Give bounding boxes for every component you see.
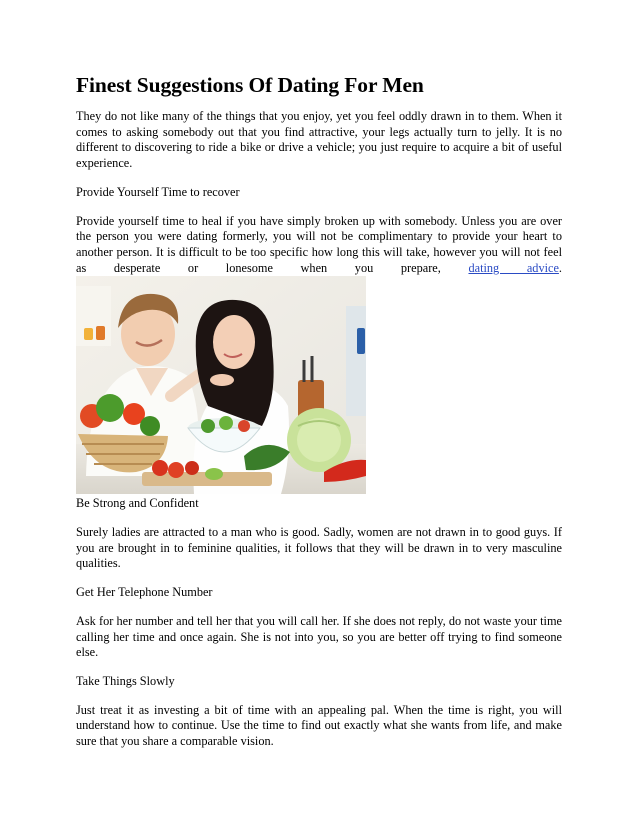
section-heading-slowly: Take Things Slowly bbox=[76, 673, 175, 688]
section-body-telephone: Ask for her number and tell her that you will call her. If she does not reply, do not waste your time calling her time and once again. She is not into you, so you are better off trying to find someone else. bbox=[76, 613, 562, 660]
section-heading-strong: Be Strong and Confident bbox=[76, 496, 199, 511]
section-body-recover bbox=[76, 214, 562, 277]
section-body-recover-text: Provide yourself time to heal if you have simply broken up with somebody. Unless you are over the person you were dating formerly, you will not be complimentary to provide your heart to another person. It is difficult to be too specific how long this will take, however you will not feel as desperate or lonesome when you prepare, bbox=[76, 213, 562, 275]
section-body-strong: Surely ladies are attracted to a man who is good. Sadly, women are not drawn in to good guys. If you are brought in to feminine qualities, it follows that they will be drawn in to very masculine qualities. bbox=[76, 525, 562, 571]
dating-advice-link[interactable]: dating advice bbox=[468, 260, 559, 275]
document-title: Finest Suggestions Of Dating For Men bbox=[76, 73, 424, 97]
section-heading-telephone: Get Her Telephone Number bbox=[76, 585, 213, 600]
couple-cooking-photo bbox=[76, 276, 366, 494]
link-trailing-punct: . bbox=[558, 260, 562, 275]
section-body-slowly: Just treat it as investing a bit of time with an appealing pal. When the time is right, you will understand how to continue. Use the time to find out exactly what she wants from life, and make sure that you share a comparable vision. bbox=[76, 702, 562, 749]
document-page bbox=[76, 72, 562, 750]
intro-paragraph: They do not like many of the things that you enjoy, yet you feel oddly drawn in to them. When it comes to asking somebody out that you find attractive, your legs actually turn to jelly. It is no different to discovering to ride a bike or drive a vehicle; you just require to acquire a bit of useful experience. bbox=[76, 109, 562, 171]
section-heading-recover: Provide Yourself Time to recover bbox=[76, 184, 240, 199]
